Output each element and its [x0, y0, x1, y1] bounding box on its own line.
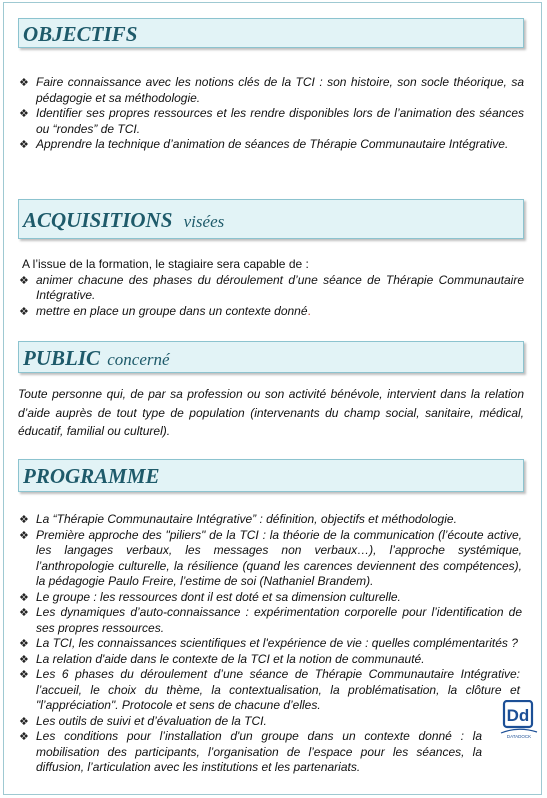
acquisitions-block	[18, 257, 524, 319]
diamond-bullet-icon: ❖	[19, 714, 29, 728]
diamond-bullet-icon: ❖	[19, 606, 29, 619]
diamond-bullet-icon: ❖	[19, 138, 29, 151]
objectifs-item: ❖ Identifier ses propres ressources et les rendre disponibles lors de l’animation des séances ou “rondes” de TCI.	[19, 106, 524, 136]
diamond-bullet-icon: ❖	[19, 513, 29, 526]
acquisitions-subtitle: visées	[183, 212, 225, 231]
diamond-bullet-icon: ❖	[19, 107, 29, 120]
datadock-logo	[495, 700, 542, 740]
programme-title: PROGRAMME	[23, 464, 160, 488]
programme-block	[18, 512, 522, 776]
objectifs-header	[18, 18, 524, 48]
public-text: Toute personne qui, de par sa profession ou son activité bénévole, intervient dans la relation d’aide auprès de tout type de population (intervenants du champ social, sanitaire, médical, éducatif, familial ou culturel).	[18, 387, 524, 438]
datadock-logo-icon	[495, 700, 542, 740]
diamond-bullet-icon: ❖	[19, 668, 29, 681]
programme-item: ❖ La relation d'aide dans le contexte de la TCI et la notion de communauté.	[19, 651, 425, 666]
diamond-bullet-icon: ❖	[19, 637, 29, 650]
objectifs-title: OBJECTIFS	[23, 22, 138, 46]
acquisitions-title: ACQUISITIONS	[23, 208, 173, 232]
programme-item: ❖ Les dynamiques d’auto-connaissance : expérimentation corporelle pour l’identification de ses propres ressources.	[19, 605, 522, 635]
public-subtitle: concerné	[107, 350, 170, 369]
acquisitions-header	[18, 199, 524, 239]
programme-item: ❖ La TCI, les connaissances scientifiques et l'expérience de vie : quelles complémentarités ?	[19, 636, 518, 650]
acquisitions-trailing-mark: .	[307, 303, 311, 318]
diamond-bullet-icon: ❖	[19, 304, 29, 318]
datadock-logo-text: DATADOCK	[506, 734, 532, 739]
acquisitions-item: ❖ animer chacune des phases du déroulement d’une séance de Thérapie Communautaire Intégrative.	[19, 272, 524, 302]
programme-item: ❖ Les outils de suivi et d’évaluation de la TCI.	[19, 713, 267, 728]
public-header	[18, 341, 524, 373]
programme-header	[18, 459, 524, 492]
diamond-bullet-icon: ❖	[19, 273, 29, 287]
objectifs-item: ❖ Faire connaissance avec les notions clés de la TCI : son histoire, son socle théorique, sa pédagogie et sa méthodologie.	[19, 75, 524, 105]
programme-item: ❖ Les conditions pour l’installation d'un groupe dans un contexte donné : la mobilisation des participants, l’organisation de l’espace pour les séances, la diffusion, l’articulation avec les institutions et les partenariats.	[19, 729, 482, 774]
programme-item: ❖ Le groupe : les ressources dont il est doté et sa dimension culturelle.	[19, 589, 401, 604]
programme-item: ❖ Les 6 phases du déroulement d’une séance de Thérapie Communautaire Intégrative: l’accueil, le choix du thème, la contextualisation, la problématisation, la clôture et "l’appréciation". Protocole et sens de chacune d’elles.	[19, 667, 520, 712]
diamond-bullet-icon: ❖	[19, 590, 29, 604]
acquisitions-list	[18, 273, 524, 320]
public-block	[18, 385, 524, 441]
programme-list	[18, 512, 522, 776]
objectifs-list	[18, 75, 524, 153]
objectifs-item: ❖ Apprendre la technique d’animation de séances de Thérapie Communautaire Intégrative.	[19, 137, 509, 151]
programme-item: ❖ La “Thérapie Communautaire Intégrative” : définition, objectifs et méthodologie.	[19, 512, 457, 526]
diamond-bullet-icon: ❖	[19, 528, 29, 542]
diamond-bullet-icon: ❖	[19, 652, 29, 666]
diamond-bullet-icon: ❖	[19, 76, 29, 89]
objectifs-block	[18, 75, 524, 153]
programme-item: ❖ Première approche des "piliers" de la TCI : la théorie de la communication (l’écoute active, les langages verbaux, les messages non verbaux…), l’approche systémique, l’anthropologie culturelle, la résilience (quand les carences deviennent des compétences), la pédagogie Paulo Freire, l’estime de soi (Nathaniel Brandem).	[19, 527, 522, 588]
acquisitions-intro: A l’issue de la formation, le stagiaire sera capable de :	[22, 257, 309, 271]
acquisitions-item: ❖ mettre en place un groupe dans un contexte donné.	[19, 303, 311, 318]
diamond-bullet-icon: ❖	[19, 730, 29, 743]
public-title: PUBLIC	[23, 346, 101, 370]
svg-text:Dd: Dd	[506, 706, 530, 725]
